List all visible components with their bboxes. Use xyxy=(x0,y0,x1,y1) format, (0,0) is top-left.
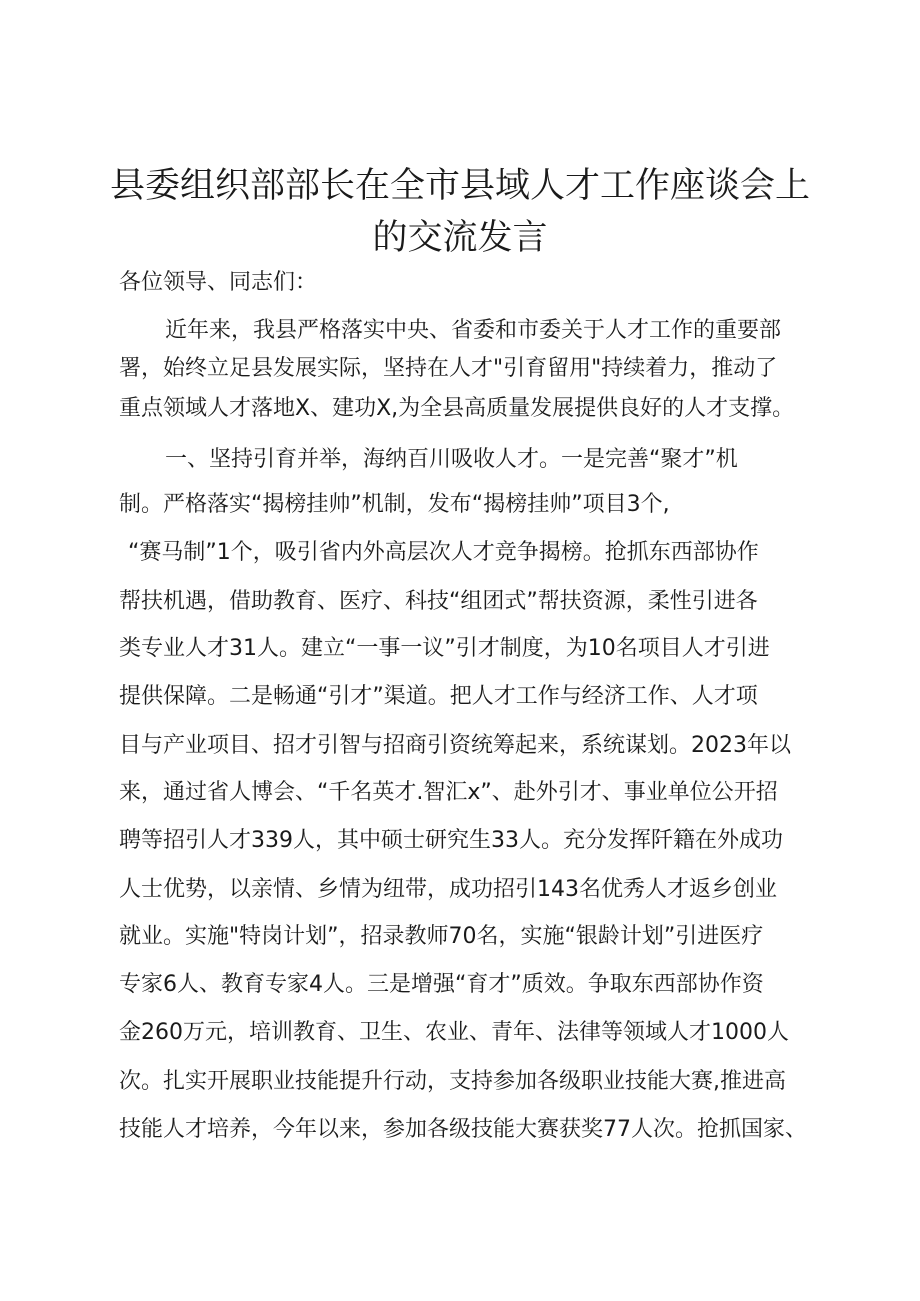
paragraph-line: 人士优势，以亲情、乡情为纽带，成功招引143名优秀人才返乡创业 xyxy=(119,877,777,902)
paragraph-line: 重点领域人才落地X、建功X,为全县高质量发展提供良好的人才支撑。 xyxy=(119,396,795,421)
paragraph-line: 署，始终立足县发展实际，坚持在人才"引育留用"持续着力，推动了 xyxy=(119,356,778,381)
paragraph-line: 次。扎实开展职业技能提升行动，支持参加各级职业技能大赛,推进高 xyxy=(119,1069,786,1094)
paragraph-line: 就业。实施"特岗计划”，招录教师70名，实施“银龄计划”引进医疗 xyxy=(119,924,764,949)
paragraph-line: 目与产业项目、招才引智与招商引资统筹起来，系统谋划。2023年以 xyxy=(119,733,791,758)
paragraph-line: 金260万元，培训教育、卫生、农业、青年、法律等领域人才1000人 xyxy=(119,1020,789,1045)
paragraph-line: 制。严格落实“揭榜挂帅”机制，发布“揭榜挂帅”项目3个, xyxy=(119,492,670,517)
paragraph-line: 提供保障。二是畅通“引才”渠道。把人才工作与经济工作、人才项 xyxy=(119,684,758,709)
paragraph-line: “赛马制”1个，吸引省内外高层次人才竞争揭榜。抢抓东西部协作 xyxy=(128,540,759,565)
paragraph-line: 近年来，我县严格落实中央、省委和市委关于人才工作的重要部 xyxy=(165,318,782,343)
paragraph-line: 类专业人才31人。建立“一事一议”引才制度，为10名项目人才引进 xyxy=(119,636,770,661)
paragraph-line: 帮扶机遇，借助教育、医疗、科技“组团式”帮扶资源，柔性引进各 xyxy=(119,589,758,614)
paragraph-line: 技能人才培养，今年以来，参加各级技能大赛获奖77人次。抢抓国家、 xyxy=(119,1117,807,1142)
paragraph-line: 来，通过省人博会、“千名英才.智汇x”、赴外引才、事业单位公开招 xyxy=(119,780,778,805)
document-title-line-1: 县委组织部部长在全市县域人才工作座谈会上 xyxy=(109,166,810,206)
paragraph-line: 一、坚持引育并举，海纳百川吸收人才。一是完善“聚才”机 xyxy=(165,447,738,472)
salutation: 各位领导、同志们： xyxy=(119,270,318,295)
document-title-line-2: 的交流发言 xyxy=(372,218,548,258)
paragraph-line: 聘等招引人才339人，其中硕士研究生33人。充分发挥阡籍在外成功 xyxy=(119,828,783,853)
paragraph-line: 专家6人、教育专家4人。三是增强“育才”质效。争取东西部协作资 xyxy=(119,972,764,997)
